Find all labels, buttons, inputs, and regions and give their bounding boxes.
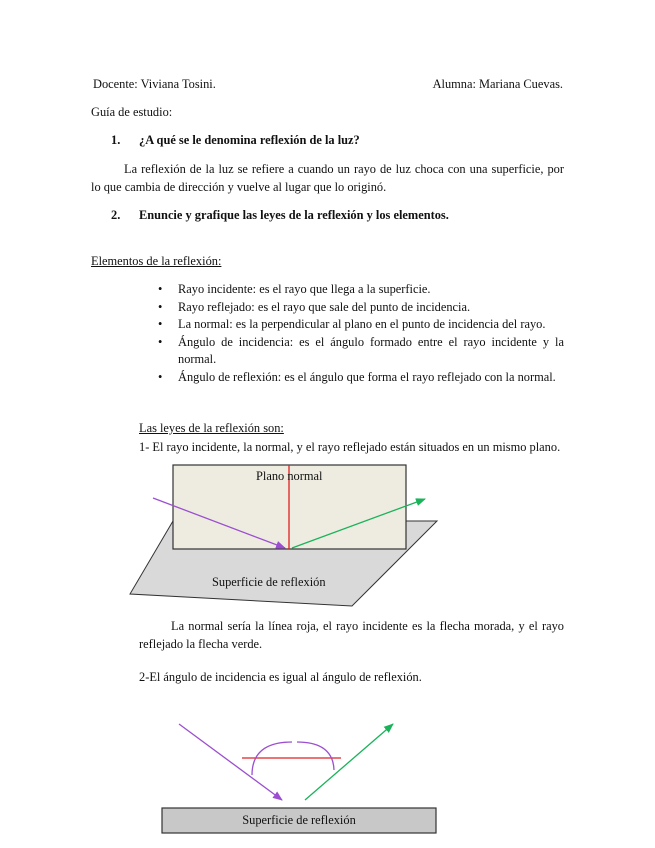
diagram1-caption: La normal sería la línea roja, el rayo incidente es la flecha morada, y el rayo reflejado la flecha verde.	[139, 619, 564, 651]
surface-label-1: Superficie de reflexión	[212, 575, 326, 589]
angle-arc-reflection	[297, 742, 334, 770]
list-item: • Ángulo de incidencia: es el ángulo formado entre el rayo incidente y la normal.	[158, 334, 564, 366]
laws-heading: Las leyes de la reflexión son:	[139, 421, 284, 435]
bullet-dot: •	[158, 334, 163, 349]
list-item: • La normal: es la perpendicular al plano en el punto de incidencia del rayo.	[158, 316, 564, 334]
bullet-dot: •	[158, 369, 163, 384]
teacher-name: Docente: Viviana Tosini.	[93, 77, 216, 91]
q2-title: Enuncie y grafique las leyes de la reflexión y los elementos.	[139, 208, 449, 222]
reflected-ray-2	[305, 724, 393, 800]
list-item: • Ángulo de reflexión: es el ángulo que forma el rayo reflejado con la normal.	[158, 369, 564, 387]
surface-label-2: Superficie de reflexión	[242, 813, 356, 827]
list-item: • Rayo reflejado: es el rayo que sale del punto de incidencia.	[158, 299, 564, 317]
law2-text: 2-El ángulo de incidencia es igual al ángulo de reflexión.	[139, 670, 422, 684]
q2-number: 2.	[111, 208, 121, 222]
student-name: Alumna: Mariana Cuevas.	[432, 77, 563, 91]
bullet-dot: •	[158, 317, 163, 331]
q1-answer-line1: La reflexión de la luz se refiere a cuando un rayo de luz choca con una superficie, por	[124, 162, 564, 176]
incident-ray-2	[179, 724, 282, 800]
bullet-dot: •	[158, 282, 163, 296]
law1-text: 1- El rayo incidente, la normal, y el rayo reflejado están situados en un mismo plano.	[139, 440, 561, 454]
q1-number: 1.	[111, 133, 121, 147]
bullet-dot: •	[158, 299, 163, 314]
guide-label: Guía de estudio:	[91, 105, 173, 119]
q1-title: ¿A qué se le denomina reflexión de la luz?	[139, 133, 360, 147]
plane-normal-label: Plano normal	[256, 469, 323, 483]
list-item: • Rayo incidente: es el rayo que llega a la superficie.	[158, 281, 564, 299]
elements-heading: Elementos de la reflexión:	[91, 254, 222, 268]
q1-answer-line2: lo que cambia de dirección y vuelve al lugar que lo originó.	[91, 180, 387, 194]
